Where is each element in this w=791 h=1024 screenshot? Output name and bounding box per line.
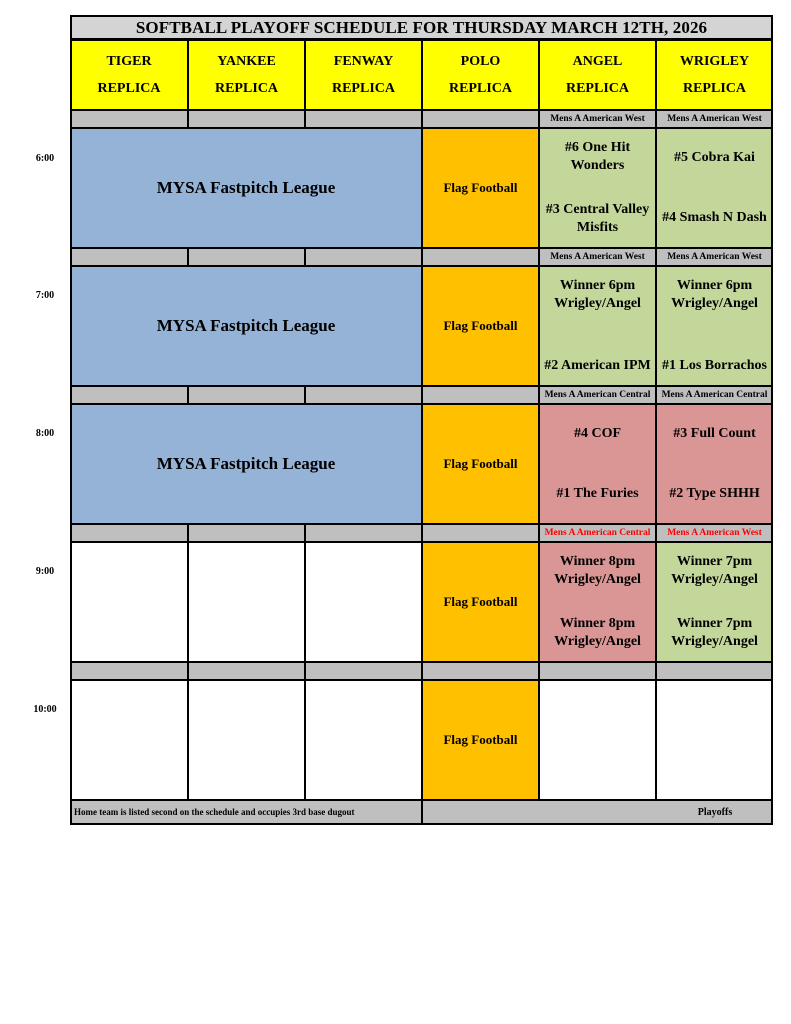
divider-cell [422,248,539,266]
game-cell-wrigley [656,542,773,662]
field-header-angel [539,40,656,110]
game-cell-angel [539,404,656,524]
field-sub: REPLICA [214,81,278,96]
divider-cell [305,386,422,404]
divider-cell [305,524,422,542]
divider-cell [70,110,188,128]
schedule-title: SOFTBALL PLAYOFF SCHEDULE FOR THURSDAY MARCH 12TH, 2026 [70,15,773,40]
field-header-tiger [70,40,188,110]
home-team: #1 The Furies [556,486,639,501]
divider-cell [422,386,539,404]
away-team: Winner 6pm Wrigley/Angel [671,278,758,311]
game-cell-wrigley [656,404,773,524]
division-label-wrigley: Mens A American Central [656,386,773,404]
away-team: Winner 6pm Wrigley/Angel [554,278,641,311]
fastpitch-league-block: MYSA Fastpitch League [70,128,422,248]
empty-cell-tiger [70,542,188,662]
divider-cell [70,662,188,680]
divider-cell [422,524,539,542]
field-name: YANKEE [217,54,276,69]
field-sub: REPLICA [682,81,746,96]
division-label-angel: Mens A American Central [539,386,656,404]
home-team: #4 Smash N Dash [662,210,767,225]
home-team: #1 Los Borrachos [662,358,767,373]
field-sub: REPLICA [331,81,395,96]
time-label: 7:00 [35,290,55,301]
divider-cell [305,110,422,128]
division-label-angel: Mens A American Central [539,524,656,542]
away-team: #6 One Hit Wonders [564,140,631,173]
game-cell-angel [539,542,656,662]
divider-cell [539,662,656,680]
flag-football-block: Flag Football [422,266,539,386]
home-team-footnote: Home team is listed second on the schedule and occupies 3rd base dugout [70,800,422,824]
time-label: 6:00 [35,153,55,164]
game-cell-angel [539,266,656,386]
fastpitch-league-block: MYSA Fastpitch League [70,266,422,386]
away-team: #3 Full Count [673,426,756,441]
game-cell-wrigley [656,266,773,386]
flag-football-block: Flag Football [422,680,539,800]
field-name: ANGEL [572,54,623,69]
division-label-wrigley: Mens A American West [656,524,773,542]
field-sub: REPLICA [448,81,512,96]
divider-cell [70,248,188,266]
empty-cell-yankee [188,680,305,800]
home-team: Winner 8pm Wrigley/Angel [554,616,641,649]
fastpitch-league-block: MYSA Fastpitch League [70,404,422,524]
divider-cell [305,662,422,680]
field-header-yankee [188,40,305,110]
game-cell-angel [539,128,656,248]
away-team: #4 COF [573,426,622,441]
divider-cell [70,524,188,542]
division-label-angel: Mens A American West [539,110,656,128]
time-label: 9:00 [35,566,55,577]
divider-cell [305,248,422,266]
home-team: #3 Central Valley Misfits [545,202,650,235]
field-name: TIGER [106,54,152,69]
field-header-wrigley [656,40,773,110]
field-sub: REPLICA [97,81,161,96]
field-header-fenway [305,40,422,110]
away-team: Winner 7pm Wrigley/Angel [671,554,758,587]
playoffs-label: Playoffs [422,800,773,824]
empty-cell-wrigley [656,680,773,800]
away-team: Winner 8pm Wrigley/Angel [554,554,641,587]
division-label-wrigley: Mens A American West [656,110,773,128]
divider-cell [188,524,305,542]
field-sub: REPLICA [565,81,629,96]
empty-cell-fenway [305,542,422,662]
home-team: #2 American IPM [544,358,651,373]
divider-cell [422,110,539,128]
empty-cell-tiger [70,680,188,800]
flag-football-block: Flag Football [422,542,539,662]
divider-cell [188,662,305,680]
divider-cell [422,662,539,680]
home-team: #2 Type SHHH [669,486,760,501]
away-team: #5 Cobra Kai [674,150,755,165]
division-label-wrigley: Mens A American West [656,248,773,266]
divider-cell [188,110,305,128]
field-name: WRIGLEY [679,54,750,69]
flag-football-block: Flag Football [422,404,539,524]
home-team: Winner 7pm Wrigley/Angel [671,616,758,649]
divider-cell [188,386,305,404]
empty-cell-angel [539,680,656,800]
empty-cell-yankee [188,542,305,662]
division-label-angel: Mens A American West [539,248,656,266]
field-name: POLO [460,54,501,69]
divider-cell [70,386,188,404]
field-header-polo [422,40,539,110]
time-label: 10:00 [33,704,57,715]
divider-cell [656,662,773,680]
game-cell-wrigley [656,128,773,248]
divider-cell [188,248,305,266]
flag-football-block: Flag Football [422,128,539,248]
time-label: 8:00 [35,428,55,439]
field-name: FENWAY [333,54,394,69]
empty-cell-fenway [305,680,422,800]
